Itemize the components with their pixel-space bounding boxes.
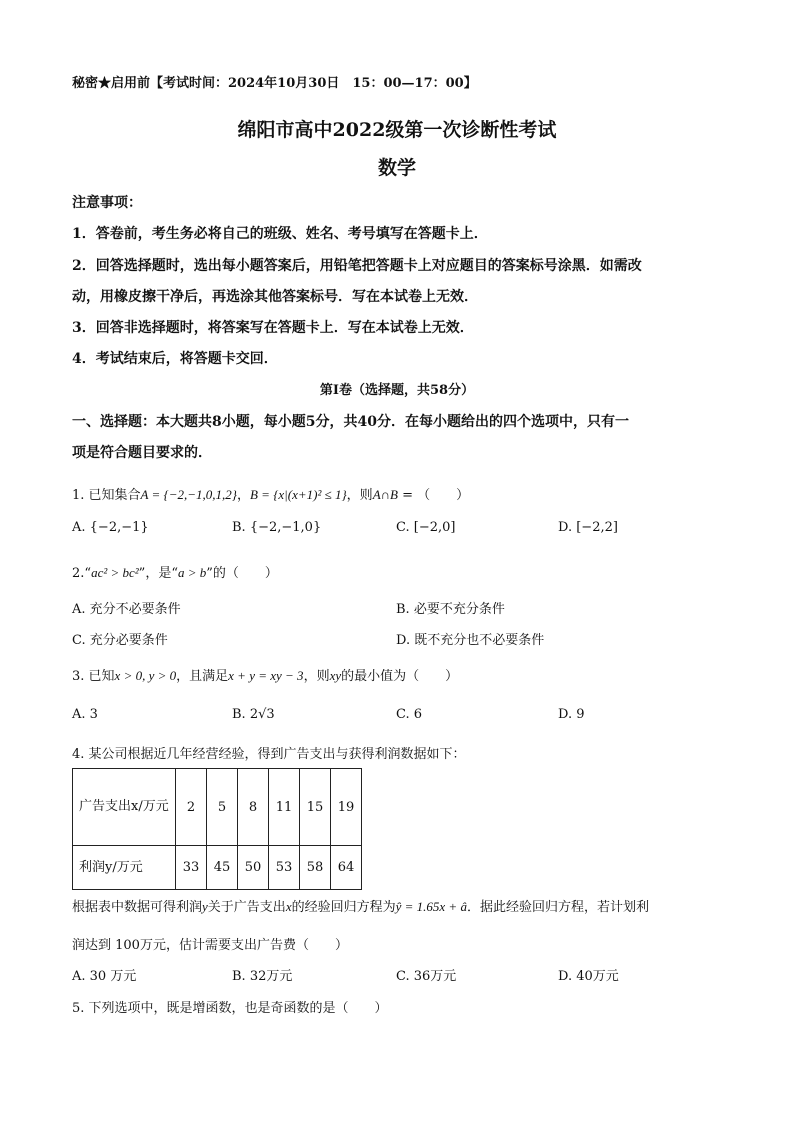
q3-suffix: 的最小值为（ ） bbox=[341, 669, 459, 684]
subject-title: 数学 bbox=[377, 157, 416, 179]
q4-option-d: D. 40万元 bbox=[558, 969, 619, 984]
q1-option-a: A. {−2,−1} bbox=[72, 520, 149, 535]
q1-option-b: B. {−2,−1,0} bbox=[232, 520, 322, 535]
table-cell: 45 bbox=[207, 846, 238, 890]
q1-option-c: C. [−2,0] bbox=[396, 520, 456, 535]
question-2-stem bbox=[72, 562, 278, 581]
q4-follow-post: ．据此经验回归方程，若计划利 bbox=[466, 900, 649, 915]
question-4-stem: 4. 某公司根据近几年经营经验，得到广告支出与获得利润数据如下： bbox=[72, 747, 466, 762]
q1-set-b: B = {x|(x+1)² ≤ 1} bbox=[249, 487, 347, 502]
notice-item-4: 4．考试结束后，将答题卡交回． bbox=[72, 351, 278, 367]
table-cell: 58 bbox=[300, 846, 331, 890]
table-row bbox=[73, 769, 362, 846]
q1-prefix: 1. 已知集合 bbox=[72, 488, 141, 503]
q3-mid2: ，则 bbox=[303, 669, 330, 684]
q3-option-b: B. 2√3 bbox=[232, 707, 275, 722]
table-cell: 64 bbox=[331, 846, 362, 890]
table-cell: 11 bbox=[269, 769, 300, 846]
q4-follow-pre: 根据表中数据可得利润 bbox=[72, 900, 203, 915]
q3-var: xy bbox=[329, 668, 342, 683]
table-cell: 33 bbox=[176, 846, 207, 890]
q4-option-a: A. 30 万元 bbox=[72, 969, 137, 984]
q2-cond1: ac² > bc² bbox=[91, 565, 139, 580]
table-row bbox=[73, 846, 362, 890]
exam-title: 绵阳市高中2022级第一次诊断性考试 bbox=[237, 119, 557, 141]
q4-follow-y: y bbox=[202, 899, 208, 914]
q3-option-a: A. 3 bbox=[72, 707, 98, 722]
q3-eq: x + y = xy − 3 bbox=[228, 668, 304, 683]
q3-cond: x > 0, y > 0 bbox=[114, 668, 177, 683]
q2-option-c: C. 充分必要条件 bbox=[72, 633, 168, 648]
question-3-stem bbox=[72, 665, 458, 684]
table-header-cell: 利润y/万元 bbox=[73, 846, 176, 890]
q1-expr: A∩B bbox=[372, 487, 398, 502]
q2-option-b: B. 必要不充分条件 bbox=[396, 602, 505, 617]
section-title: 第Ⅰ卷（选择题，共58分） bbox=[319, 383, 475, 398]
q4-follow-mid: 关于广告支出 bbox=[207, 900, 286, 915]
q3-prefix: 3. 已知 bbox=[72, 669, 115, 684]
q1-set-a: A = {−2,−1,0,1,2} bbox=[140, 487, 237, 502]
q1-suffix: = （ ） bbox=[397, 488, 470, 503]
data-table bbox=[72, 768, 362, 890]
question-5-stem: 5. 下列选项中，既是增函数，也是奇函数的是（ ） bbox=[72, 1001, 388, 1016]
table-cell: 2 bbox=[176, 769, 207, 846]
q2-suffix: ”的（ ） bbox=[206, 566, 278, 581]
question-4-followup-line1 bbox=[72, 896, 649, 915]
question-4-followup-line2: 润达到 100万元，估计需要支出广告费（ ） bbox=[72, 938, 348, 953]
table-cell: 19 bbox=[331, 769, 362, 846]
table-cell: 50 bbox=[238, 846, 269, 890]
q2-option-a: A. 充分不必要条件 bbox=[72, 602, 181, 617]
confidential-line: 秘密★启用前【考试时间：2024年10月30日 15：00—17：00】 bbox=[72, 76, 477, 91]
q3-option-d: D. 9 bbox=[558, 707, 585, 722]
table-cell: 8 bbox=[238, 769, 269, 846]
q2-prefix: 2.“ bbox=[72, 566, 92, 581]
q3-mid: ，且满足 bbox=[176, 669, 229, 684]
q3-option-c: C. 6 bbox=[396, 707, 423, 722]
q4-follow-x: x bbox=[285, 899, 292, 914]
q2-option-d: D. 既不充分也不必要条件 bbox=[396, 633, 545, 648]
section-intro-line1: 一、选择题：本大题共8小题，每小题5分，共40分．在每小题给出的四个选项中，只有一 bbox=[72, 414, 629, 430]
q2-cond2: a > b bbox=[177, 565, 207, 580]
section-intro-line2: 项是符合题目要求的． bbox=[72, 445, 212, 461]
table-cell: 5 bbox=[207, 769, 238, 846]
table-header-cell: 广告支出x/万元 bbox=[73, 769, 176, 846]
q4-option-b: B. 32万元 bbox=[232, 969, 293, 984]
notice-item-3: 3．回答非选择题时，将答案写在答题卡上．写在本试卷上无效． bbox=[72, 320, 474, 336]
notice-item-1: 1．答卷前，考生务必将自己的班级、姓名、考号填写在答题卡上． bbox=[72, 226, 488, 242]
table-cell: 53 bbox=[269, 846, 300, 890]
q1-suffix-pre: ，则 bbox=[346, 488, 373, 503]
q1-option-d: D. [−2,2] bbox=[558, 520, 618, 535]
q4-follow-mid2: 的经验回归方程为 bbox=[291, 900, 396, 915]
q2-mid: ”，是“ bbox=[138, 566, 178, 581]
notice-item-2-cont: 动，用橡皮擦干净后，再选涂其他答案标号．写在本试卷上无效． bbox=[72, 289, 478, 305]
notice-item-2: 2．回答选择题时，选出每小题答案后，用铅笔把答题卡上对应题目的答案标号涂黑．如需改 bbox=[72, 258, 642, 274]
question-1-stem bbox=[72, 484, 469, 503]
q4-follow-eq: ŷ = 1.65x + â bbox=[395, 899, 467, 914]
table-cell: 15 bbox=[300, 769, 331, 846]
q1-comma: ， bbox=[236, 488, 250, 503]
q4-option-c: C. 36万元 bbox=[396, 969, 457, 984]
notice-heading: 注意事项： bbox=[72, 195, 142, 211]
